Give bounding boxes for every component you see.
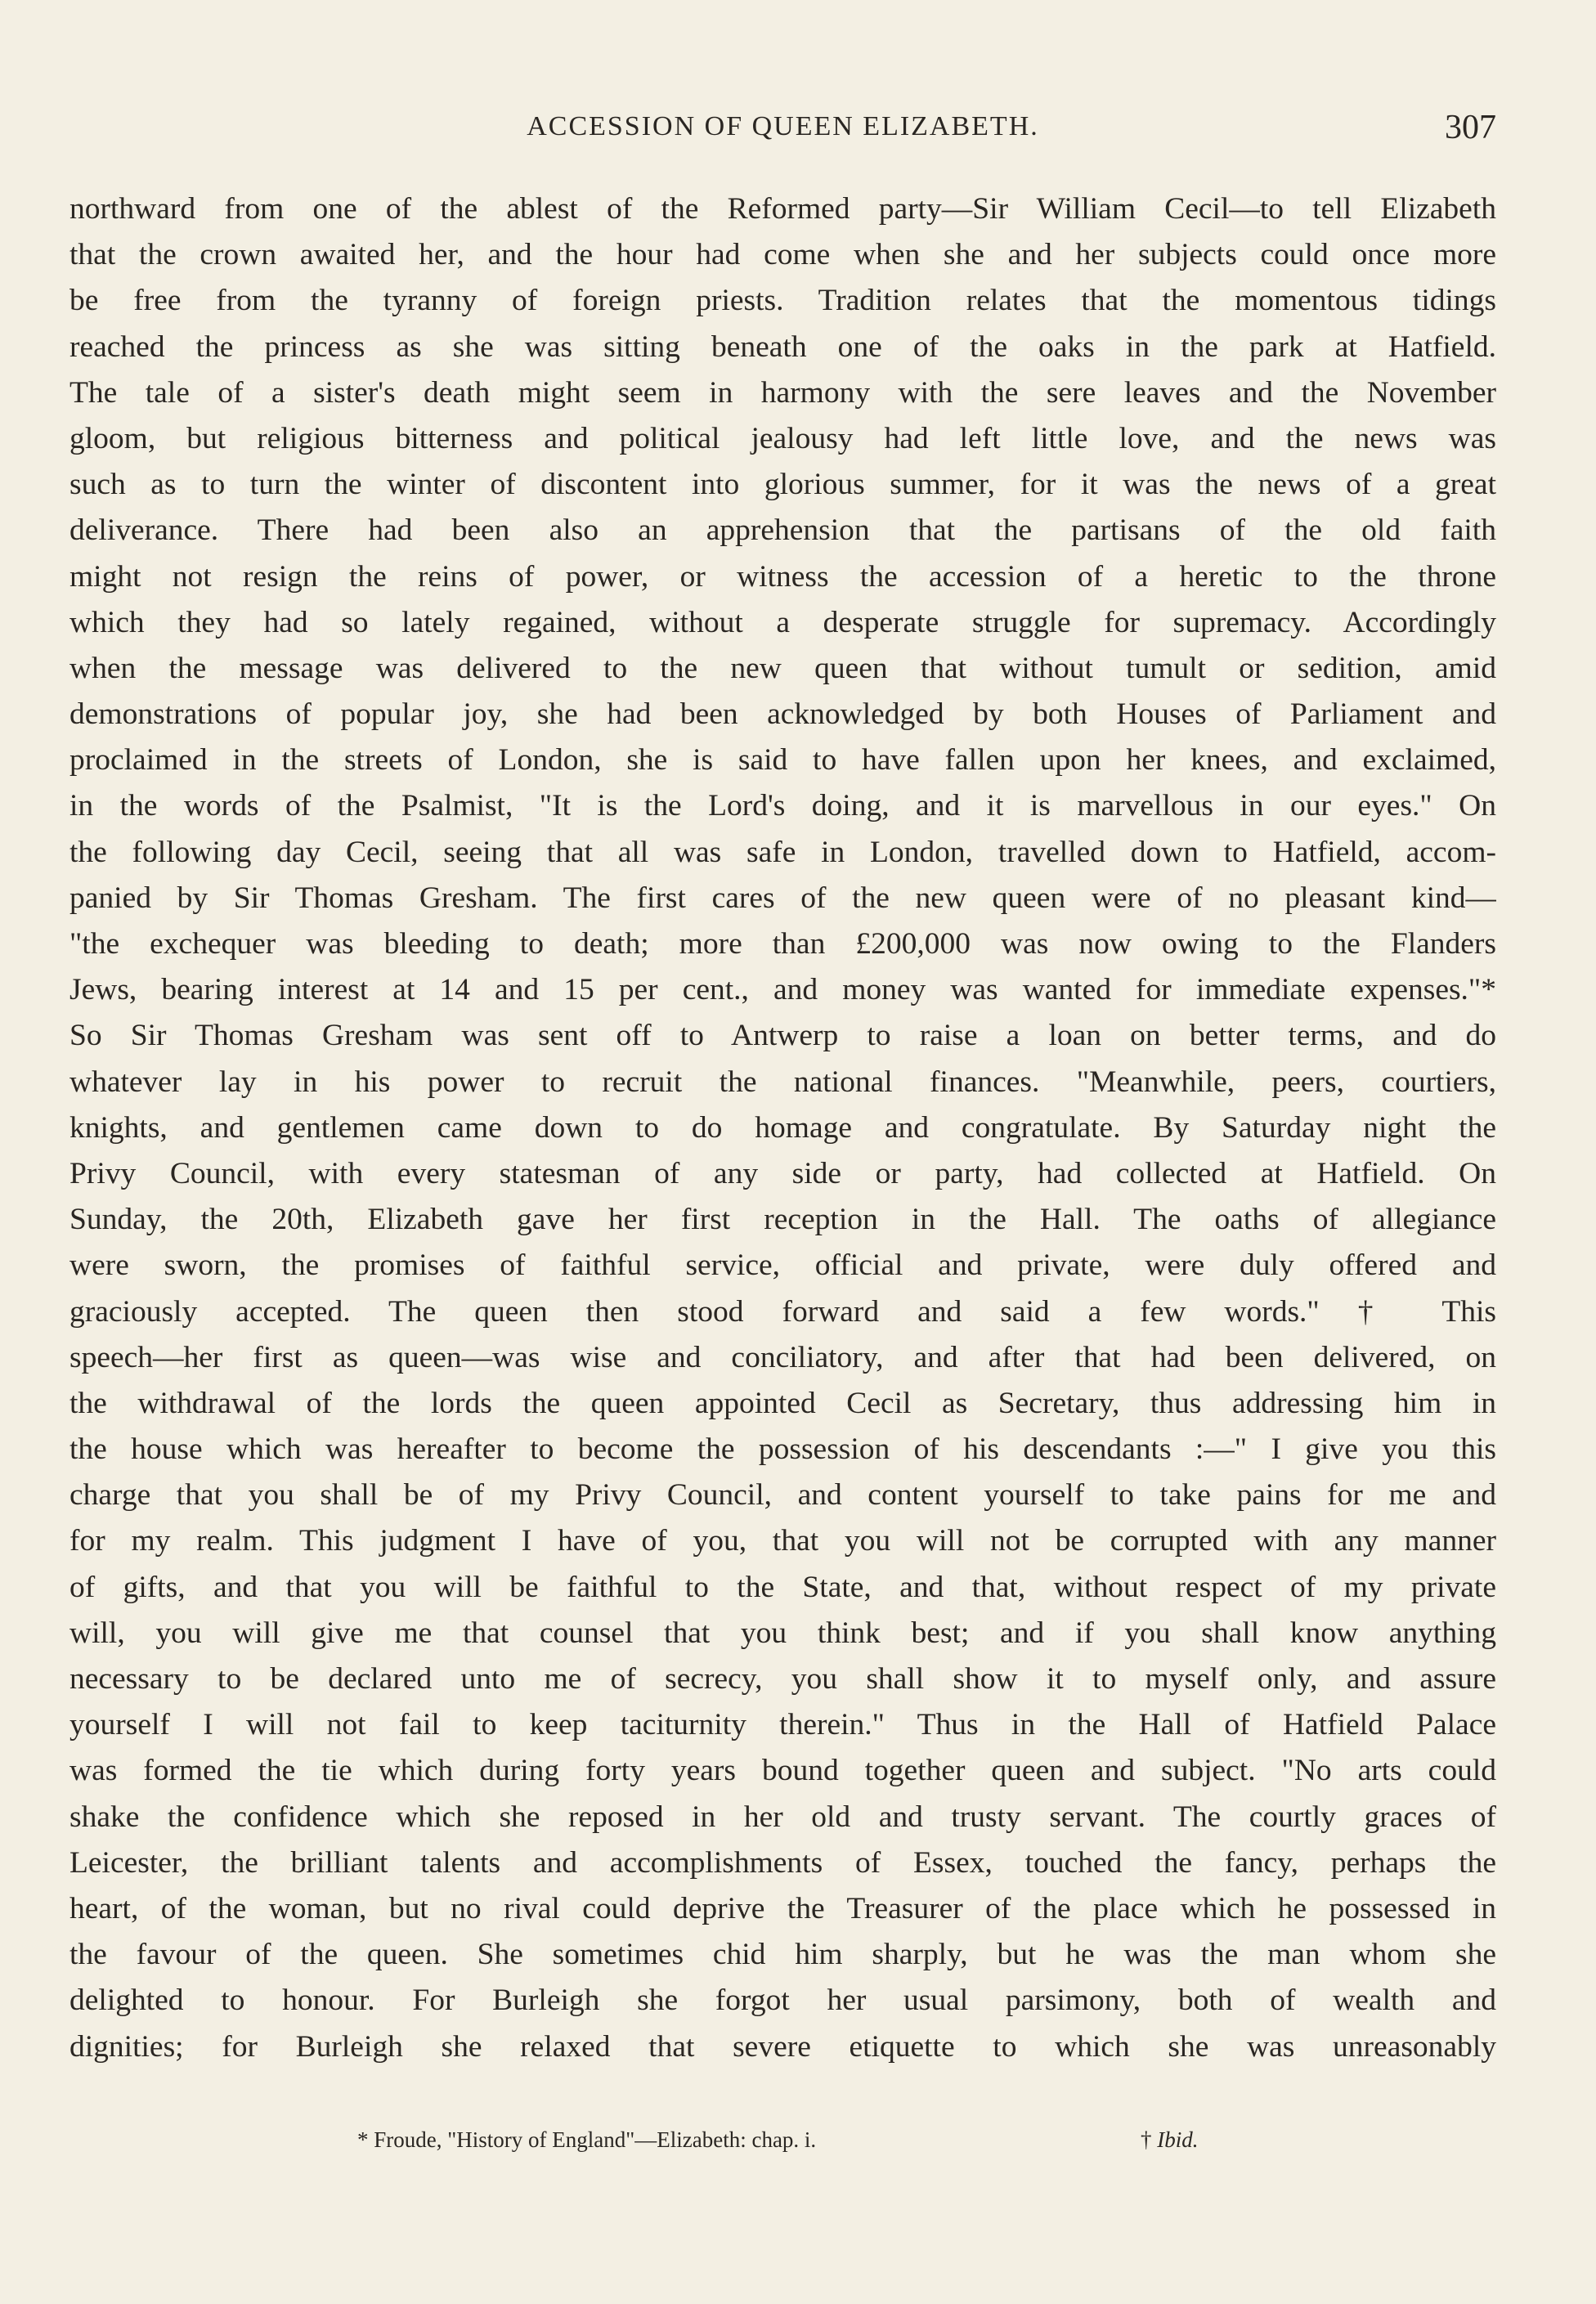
running-title: ACCESSION OF QUEEN ELIZABETH.	[527, 111, 1039, 141]
text-line: deliverance. There had been also an apprehension that the partisans of the old faith	[69, 513, 1496, 548]
text-line: for my realm. This judgment I have of you, that you will not be corrupted with any manner	[69, 1524, 1496, 1558]
text-line: Sunday, the 20th, Elizabeth gave her first reception in the Hall. The oaths of allegiance	[69, 1203, 1496, 1237]
text-line: dignities; for Burleigh she relaxed that severe etiquette to which she was unreasonably	[69, 2029, 1496, 2064]
footnotes	[69, 2127, 1496, 2163]
text-line: yourself I will not fail to keep taciturnity therein." Thus in the Hall of Hatfield Palace	[69, 1708, 1496, 1742]
text-line: the house which was hereafter to become the possession of his descendants :—" I give you this	[69, 1432, 1496, 1467]
text-line: Privy Council, with every statesman of any side or party, had collected at Hatfield. On	[69, 1156, 1496, 1190]
text-line: in the words of the Psalmist, "It is the Lord's doing, and it is marvellous in our eyes." On	[69, 789, 1496, 823]
body-text	[69, 186, 1496, 2070]
text-line: of gifts, and that you will be faithful to the State, and that, without respect of my private	[69, 1570, 1496, 1604]
text-line: "the exchequer was bleeding to death; more than £200,000 was now owing to the Flanders	[69, 927, 1496, 961]
text-line: whatever lay in his power to recruit the national finances. "Meanwhile, peers, courtiers,	[69, 1065, 1496, 1099]
text-line: delighted to honour. For Burleigh she forgot her usual parsimony, both of wealth and	[69, 1984, 1496, 2018]
text-line: be free from the tyranny of foreign priests. Tradition relates that the momentous tidings	[69, 284, 1496, 318]
text-line: graciously accepted. The queen then stood forward and said a few words." † This	[69, 1294, 1496, 1329]
text-line: reached the princess as she was sitting beneath one of the oaks in the park at Hatfield.	[69, 329, 1496, 364]
text-line: was formed the tie which during forty years bound together queen and subject. "No arts could	[69, 1754, 1496, 1788]
footnote-ibid	[1141, 2127, 1199, 2153]
ibid-reference: Ibid.	[1157, 2127, 1199, 2152]
text-line: which they had so lately regained, without a desperate struggle for supremacy. Accordingly	[69, 605, 1496, 639]
text-line: So Sir Thomas Gresham was sent off to Antwerp to raise a loan on better terms, and do	[69, 1019, 1496, 1053]
text-line: northward from one of the ablest of the Reformed party—Sir William Cecil—to tell Elizabeth	[69, 192, 1496, 226]
page-number: 307	[1445, 109, 1496, 146]
text-line: speech—her first as queen—was wise and conciliatory, and after that had been delivered, on	[69, 1340, 1496, 1374]
text-line: Leicester, the brilliant talents and accomplishments of Essex, touched the fancy, perhaps the	[69, 1845, 1496, 1880]
text-line: the withdrawal of the lords the queen appointed Cecil as Secretary, thus addressing him in	[69, 1386, 1496, 1420]
running-head	[69, 105, 1496, 154]
text-line: were sworn, the promises of faithful service, official and private, were duly offered and	[69, 1248, 1496, 1283]
text-line: demonstrations of popular joy, she had been acknowledged by both Houses of Parliament and	[69, 697, 1496, 732]
text-line: the favour of the queen. She sometimes chid him sharply, but he was the man whom she	[69, 1938, 1496, 1972]
dagger-mark: †	[1141, 2127, 1158, 2152]
text-line: that the crown awaited her, and the hour had come when she and her subjects could once more	[69, 238, 1496, 272]
text-line: might not resign the reins of power, or witness the accession of a heretic to the throne	[69, 559, 1496, 594]
text-line: shake the confidence which she reposed in her old and trusty servant. The courtly graces of	[69, 1800, 1496, 1834]
text-line: charge that you shall be of my Privy Council, and content yourself to take pains for me and	[69, 1478, 1496, 1513]
text-line: panied by Sir Thomas Gresham. The first cares of the new queen were of no pleasant kind—	[69, 881, 1496, 915]
text-line: proclaimed in the streets of London, she is said to have fallen upon her knees, and exclaimed,	[69, 743, 1496, 778]
text-line: Jews, bearing interest at 14 and 15 per cent., and money was wanted for immediate expenses."*	[69, 973, 1496, 1007]
text-line: when the message was delivered to the new queen that without tumult or sedition, amid	[69, 651, 1496, 685]
footnote-froude: * Froude, "History of England"—Elizabeth: chap. i.	[357, 2127, 817, 2152]
text-line: gloom, but religious bitterness and political jealousy had left little love, and the news was	[69, 421, 1496, 455]
text-line: such as to turn the winter of discontent into glorious summer, for it was the news of a great	[69, 468, 1496, 502]
text-line: knights, and gentlemen came down to do homage and congratulate. By Saturday night the	[69, 1110, 1496, 1145]
text-line: the following day Cecil, seeing that all was safe in London, travelled down to Hatfield, accom-	[69, 835, 1496, 869]
text-line: heart, of the woman, but no rival could deprive the Treasurer of the place which he possessed in	[69, 1891, 1496, 1925]
text-line: will, you will give me that counsel that you think best; and if you shall know anything	[69, 1616, 1496, 1650]
text-line: necessary to be declared unto me of secrecy, you shall show it to myself only, and assure	[69, 1662, 1496, 1696]
text-line: The tale of a sister's death might seem in harmony with the sere leaves and the November	[69, 375, 1496, 410]
